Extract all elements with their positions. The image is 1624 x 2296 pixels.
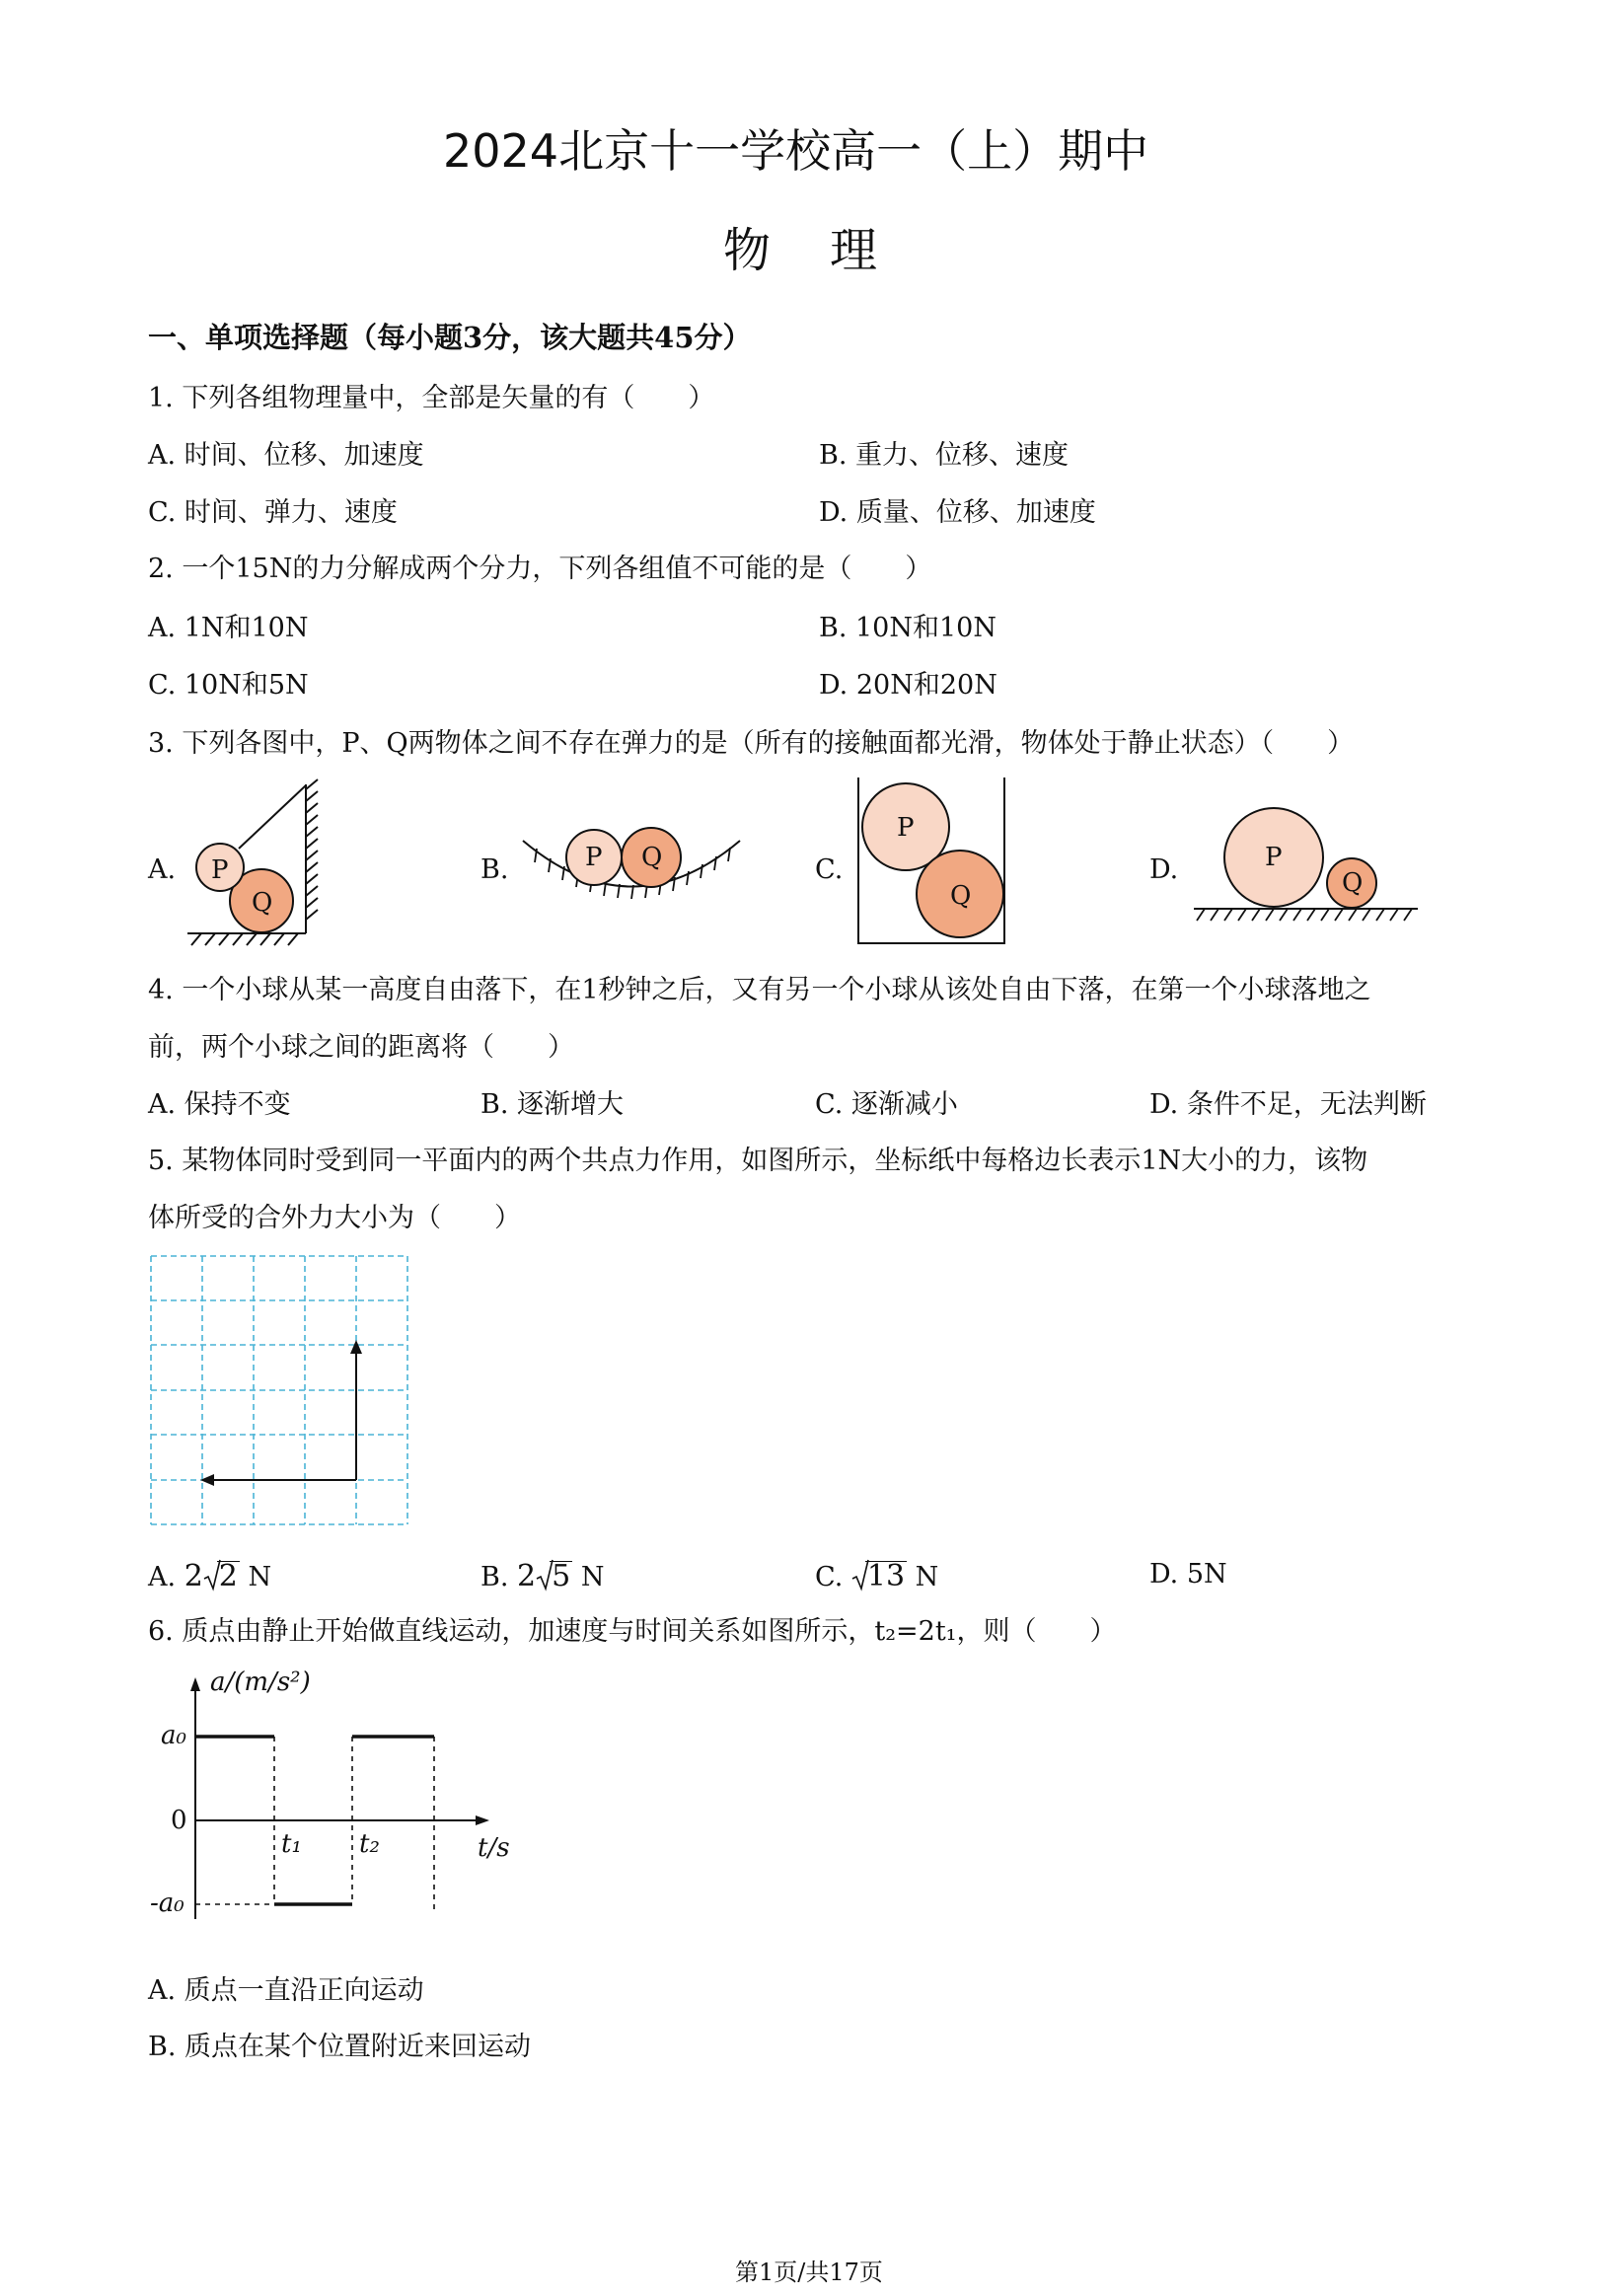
x-arrow <box>476 1815 489 1825</box>
q4-stem-line1: 4. 一个小球从某一高度自由落下，在1秒钟之后，又有另一个小球从该处自由下落，在第一个小球落地之 <box>148 975 1371 1005</box>
q2-stem: 2. 一个15N的力分解成两个分力，下列各组值不可能的是（ ） <box>148 554 932 584</box>
section-heading: 一、单项选择题（每小题3分，该大题共45分） <box>148 321 752 354</box>
arrowhead-up <box>350 1340 362 1354</box>
q1-option-b: B. 重力、位移、速度 <box>819 440 1070 471</box>
q6-y-axis-label: a/(m/s²) <box>210 1667 311 1697</box>
q4-option-c: C. 逐渐减小 <box>815 1089 958 1120</box>
q6-x-axis-label: t/s <box>478 1833 510 1863</box>
q3a-q-label: Q <box>252 888 273 918</box>
q3b-p-label: P <box>585 843 603 872</box>
q6-option-b: B. 质点在某个位置附近来回运动 <box>148 2032 532 2062</box>
q2-option-b: B. 10N和10N <box>819 613 997 643</box>
q3c-p-label: P <box>897 813 915 843</box>
q5-option-d: D. 5N <box>1149 1559 1227 1590</box>
page-number: 第1页/共17页 <box>735 2259 883 2286</box>
sqrt-sign <box>851 1559 869 1591</box>
q6-neg-a0-label: -a₀ <box>150 1889 185 1918</box>
q3-fig-d-label: D. <box>1149 854 1179 885</box>
y-arrow <box>190 1677 200 1691</box>
q3b-q-label: Q <box>641 843 663 872</box>
q5-force-grid <box>148 1253 414 1529</box>
q3-figure-d <box>1189 804 1426 932</box>
q5-stem-line1: 5. 某物体同时受到同一平面内的两个共点力作用，如图所示，坐标纸中每格边长表示1N大小的力，该物 <box>148 1146 1368 1176</box>
q1-stem: 1. 下列各组物理量中，全部是矢量的有（ ） <box>148 383 715 413</box>
q6-stem: 6. 质点由静止开始做直线运动，加速度与时间关系如图所示，t₂=2t₁，则（ ） <box>148 1616 1117 1647</box>
q6-t2-label: t₂ <box>359 1829 380 1859</box>
q3-fig-b-label: B. <box>480 854 509 885</box>
q5-stem-line2: 体所受的合外力大小为（ ） <box>148 1203 521 1233</box>
q4-option-b: B. 逐渐增大 <box>480 1089 625 1120</box>
q6-option-a: A. 质点一直沿正向运动 <box>148 1975 424 2006</box>
q5-option-c: C. 13 N <box>815 1559 939 1593</box>
q6-zero-label: 0 <box>171 1806 187 1835</box>
q1-option-d: D. 质量、位移、加速度 <box>819 497 1096 528</box>
q3d-q-label: Q <box>1342 868 1364 898</box>
q3-figure-c <box>849 778 1016 950</box>
sqrt-sign <box>536 1559 554 1591</box>
q4-stem-line2: 前，两个小球之间的距离将（ ） <box>148 1032 574 1063</box>
q2-option-c: C. 10N和5N <box>148 670 309 701</box>
q2-option-d: D. 20N和20N <box>819 670 997 701</box>
q6-acceleration-graph <box>148 1667 543 1934</box>
q3d-p-label: P <box>1265 843 1283 872</box>
rope <box>239 785 306 849</box>
q3-fig-a-label: A. <box>148 854 177 885</box>
q3c-q-label: Q <box>950 881 972 911</box>
subject-title: 物理 <box>723 223 937 278</box>
q2-option-a: A. 1N和10N <box>148 613 309 643</box>
q5-option-a: A. 2 2 N <box>148 1559 272 1593</box>
q3-figure-a <box>178 779 326 957</box>
exam-title: 2024北京十一学校高一（上）期中 <box>443 124 1149 178</box>
q4-option-d: D. 条件不足，无法判断 <box>1149 1089 1427 1120</box>
sqrt-sign <box>203 1559 221 1591</box>
q3a-p-label: P <box>211 855 229 885</box>
q3-stem: 3. 下列各图中，P、Q两物体之间不存在弹力的是（所有的接触面都光滑，物体处于静止状态）（ ） <box>148 728 1355 759</box>
q4-option-a: A. 保持不变 <box>148 1089 291 1120</box>
q1-option-c: C. 时间、弹力、速度 <box>148 497 398 528</box>
q3-figure-b <box>513 799 740 918</box>
q3-fig-c-label: C. <box>815 854 844 885</box>
q1-option-a: A. 时间、位移、加速度 <box>148 440 424 471</box>
q5-option-b: B. 2 5 N <box>480 1559 605 1593</box>
q6-a0-label: a₀ <box>161 1721 186 1750</box>
q6-t1-label: t₁ <box>281 1829 302 1859</box>
